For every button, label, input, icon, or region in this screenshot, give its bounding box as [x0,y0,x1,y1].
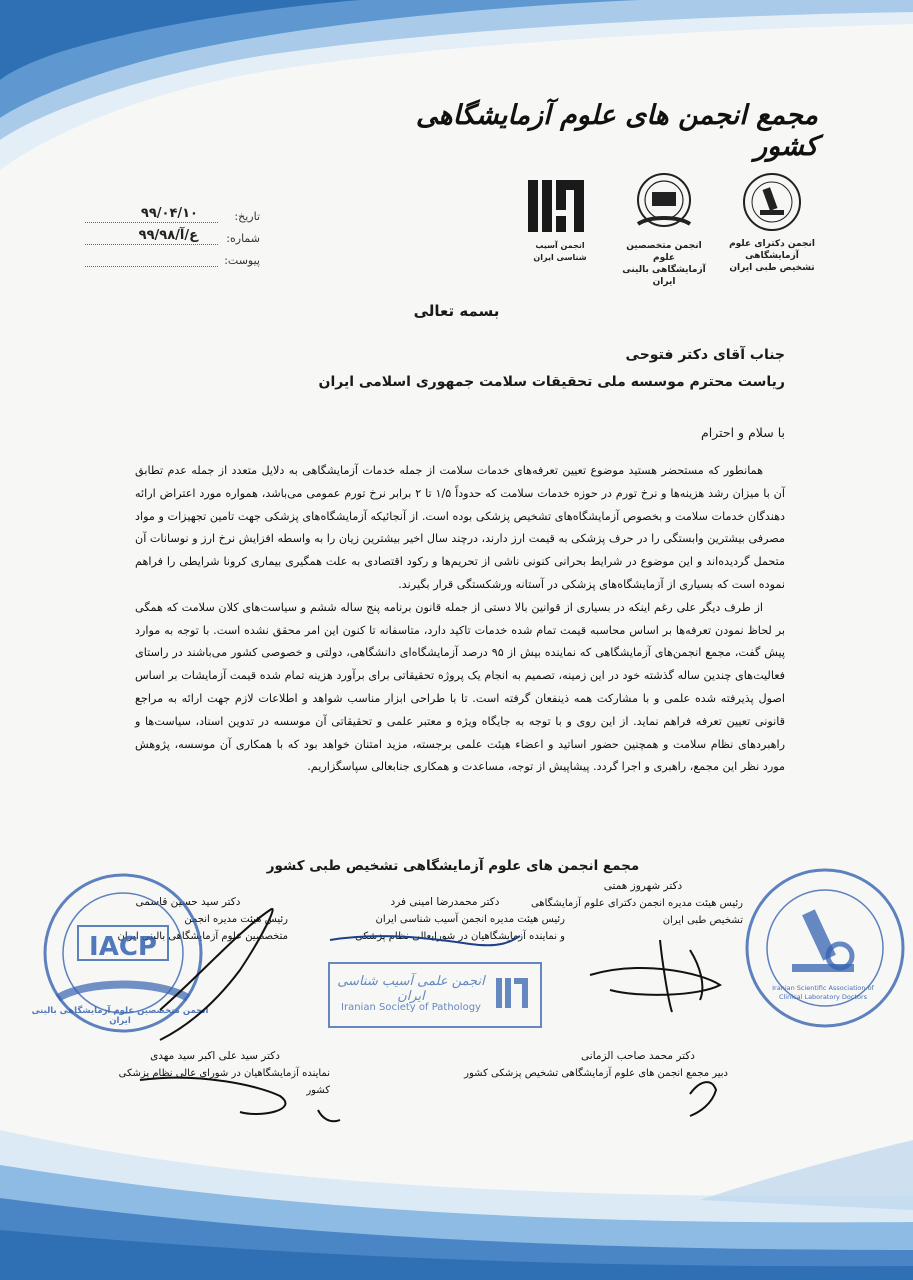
date-value: ۹۹/۰۴/۱۰ [140,206,198,221]
lab-doctors-stamp-icon [740,860,910,1036]
pathology-logo-caption: انجمن آسیب شناسی ایران [533,241,587,262]
pathology-stamp-fa: انجمن علمی آسیب شناسی ایران [337,974,485,1004]
date-label: تاریخ: [234,210,260,223]
paragraph-1: همانطور که مستحضر هستید موضوع تعیین تعرفه‌های خدمات سلامت از جمله خدمات آزمایشگاهی به دلایل متعدد از جمله عدم تطابق آن با میزان رشد هزینه‌ها و نرخ تورم در حوزه خدمات سلامت که حدوداً ۱/۵ تا ۲ برابر نرخ تورم عمومی می‌باشد، همواره مورد اعتراض ارائه دهندگان خدمات سلامت و بخصوص آزمایشگاه‌های تشخیص پزشکی بوده است. از آنجائیکه آزمایشگاه‌های پزشکی جهت تامین تجهیزات و مواد مصرفی بیشترین وابستگی را در حرف پزشکی به قیمت ارز دارند، درچند سال اخیر بیشترین زیان را به واسطه افزایش نرخ ارز و نوسانات آن متحمل گردیده‌اند و این موضوع در شرایط بحرانی کنونی ناشی از تحریم‌ها و رکود اقتصادی به علت همگیری بیماری کرونا شرایطی را فراهم نموده است که بسیاری از آزمایشگاه‌های پزشکی در آستانه ورشکستگی قرار بگیرند. [135,464,785,591]
pathology-logo-icon [520,172,600,240]
lab-doctors-logo-caption: انجمن دکترای علوم آزمایشگاهی تشخیص طبی ایران [729,239,815,273]
date-row [85,206,260,228]
iacp-stamp-text: IACP [89,932,157,962]
signatory-name: دکتر سید حسین قاسمی [135,896,241,908]
signatory-name: دکتر سید علی اکبر سید مهدی [150,1050,280,1062]
recipient-name: جناب آقای دکتر فتوحی [625,347,785,363]
iacp-logo-caption: انجمن متخصصین علوم آزمایشگاهی بالینی ایران [622,241,706,287]
letter-body [135,460,785,779]
number-value: ۹۹/۹۸/ع/آ [138,228,198,243]
signatory-name: دکتر محمد صاحب الزمانی [581,1050,695,1062]
number-row [85,228,260,250]
recipient-title: ریاست محترم موسسه ملی تحقیقات سلامت جمهوری اسلامی ایران [318,374,785,390]
signatory-hemmati: دکتر شهروز همتی رئیس هیئت مدیره انجمن دکترای علوم آزمایشگاهی تشخیص طبی ایران [503,878,743,929]
number-label: شماره: [226,232,260,245]
attachment-label: پیوست: [224,254,260,267]
attachment-row [85,250,260,272]
signatory-amini-fard: دکتر محمدرضا امینی فرد رئیس هیئت مدیره انجمن آسیب شناسی ایران و نماینده آزمایشگاهیان در شورایعالی نظام پزشکی [325,894,565,945]
signatory-name: دکتر محمدرضا امینی فرد [390,896,500,908]
iacp-stamp-caption: انجمن متخصصین علوم آزمایشگاهی بالینی ایران [31,1006,209,1026]
pathology-stamp-logo-icon [492,974,532,1014]
signatory-seyed-mahdi: دکتر سید علی اکبر سید مهدی نماینده آزمایشگاهیان در شورای عالی نظام پزشکی کشور [100,1048,330,1099]
signatory-saheb-zamani: دکتر محمد صاحب الزمانی دبیر مجمع انجمن های علوم آزمایشگاهی تشخیص پزشکی کشور [428,1048,728,1082]
lab-doctors-stamp-text: Iranian Scientific Association of Clinical Laboratory Doctors [772,984,874,1001]
lab-doctors-logo-icon [740,170,804,234]
paragraph-2: از طرف دیگر علی رغم اینکه در بسیاری از قوانین بالا دستی از جمله قانون برنامه پنج ساله ششم و سیاست‌های کلان سلامت که همگی بر لحاظ نمودن تعرفه‌ها بر اساس محاسبه قیمت تمام شده خدمات تاکید دارد، متاسفانه تا کنون این امر محقق نشده است. با توجه به موارد پیش گفت، مجمع انجمن‌های آزمایشگاهی که نماینده بیش از ۹۵ درصد آزمایشگاه‌ای دانشگاهی، دولتی و خصوصی کشور می‌باشند در راستای فعالیت‌های چندین ساله گذشته خود در این زمینه، تصمیم به انجام یک پروژه تحقیقاتی برای برآورد هزینه تمام شده قیمت آزمایشات بر اساس اصول پذیرفته شده علمی و با مشارکت همه ذینفعان گرفته است. تا با طراحی ابزار مناسب شواهد و اطلاعات لازم جهت ارائه به مراجع قانونی تعیین تعرفه فراهم نماید. از این روی و با توجه به جایگاه ویژه و معتبر علمی و تحقیقاتی آن موسسه در تدوین اسناد، سیاست‌ها و راهبردهای نظام سلامت و همچنین حضور اساتید و اعضاء هیئت علمی برجسته، مزید امتنان خواهد بود که با همکاری آن موسسه، پژوهش مورد نظر این مجمع، راهبری و اجرا گردد. پیشاپیش از توجه، مساعدت و همکاری جنابعالی سپاسگزاریم. [135,600,786,774]
letter-meta [85,206,260,272]
signatory-name: دکتر شهروز همتی [603,880,683,892]
pathology-stamp [328,962,542,1028]
iacp-logo-icon [630,170,698,238]
basmala: بسمه تعالی [413,302,500,320]
header-title: مجمع انجمن های علوم آزمایشگاهی کشور [415,100,818,162]
greeting: با سلام و احترام [701,425,785,440]
signoff: مجمع انجمن های علوم آزمایشگاهی تشخیص طبی کشور [266,858,640,874]
signatory-ghasemi: دکتر سید حسین قاسمی رئیس هیئت مدیره انجمن متخصصین علوم آزمایشگاهی بالینی ایران [88,894,288,945]
pathology-stamp-en: Iranian Society of Pathology [341,1002,481,1013]
